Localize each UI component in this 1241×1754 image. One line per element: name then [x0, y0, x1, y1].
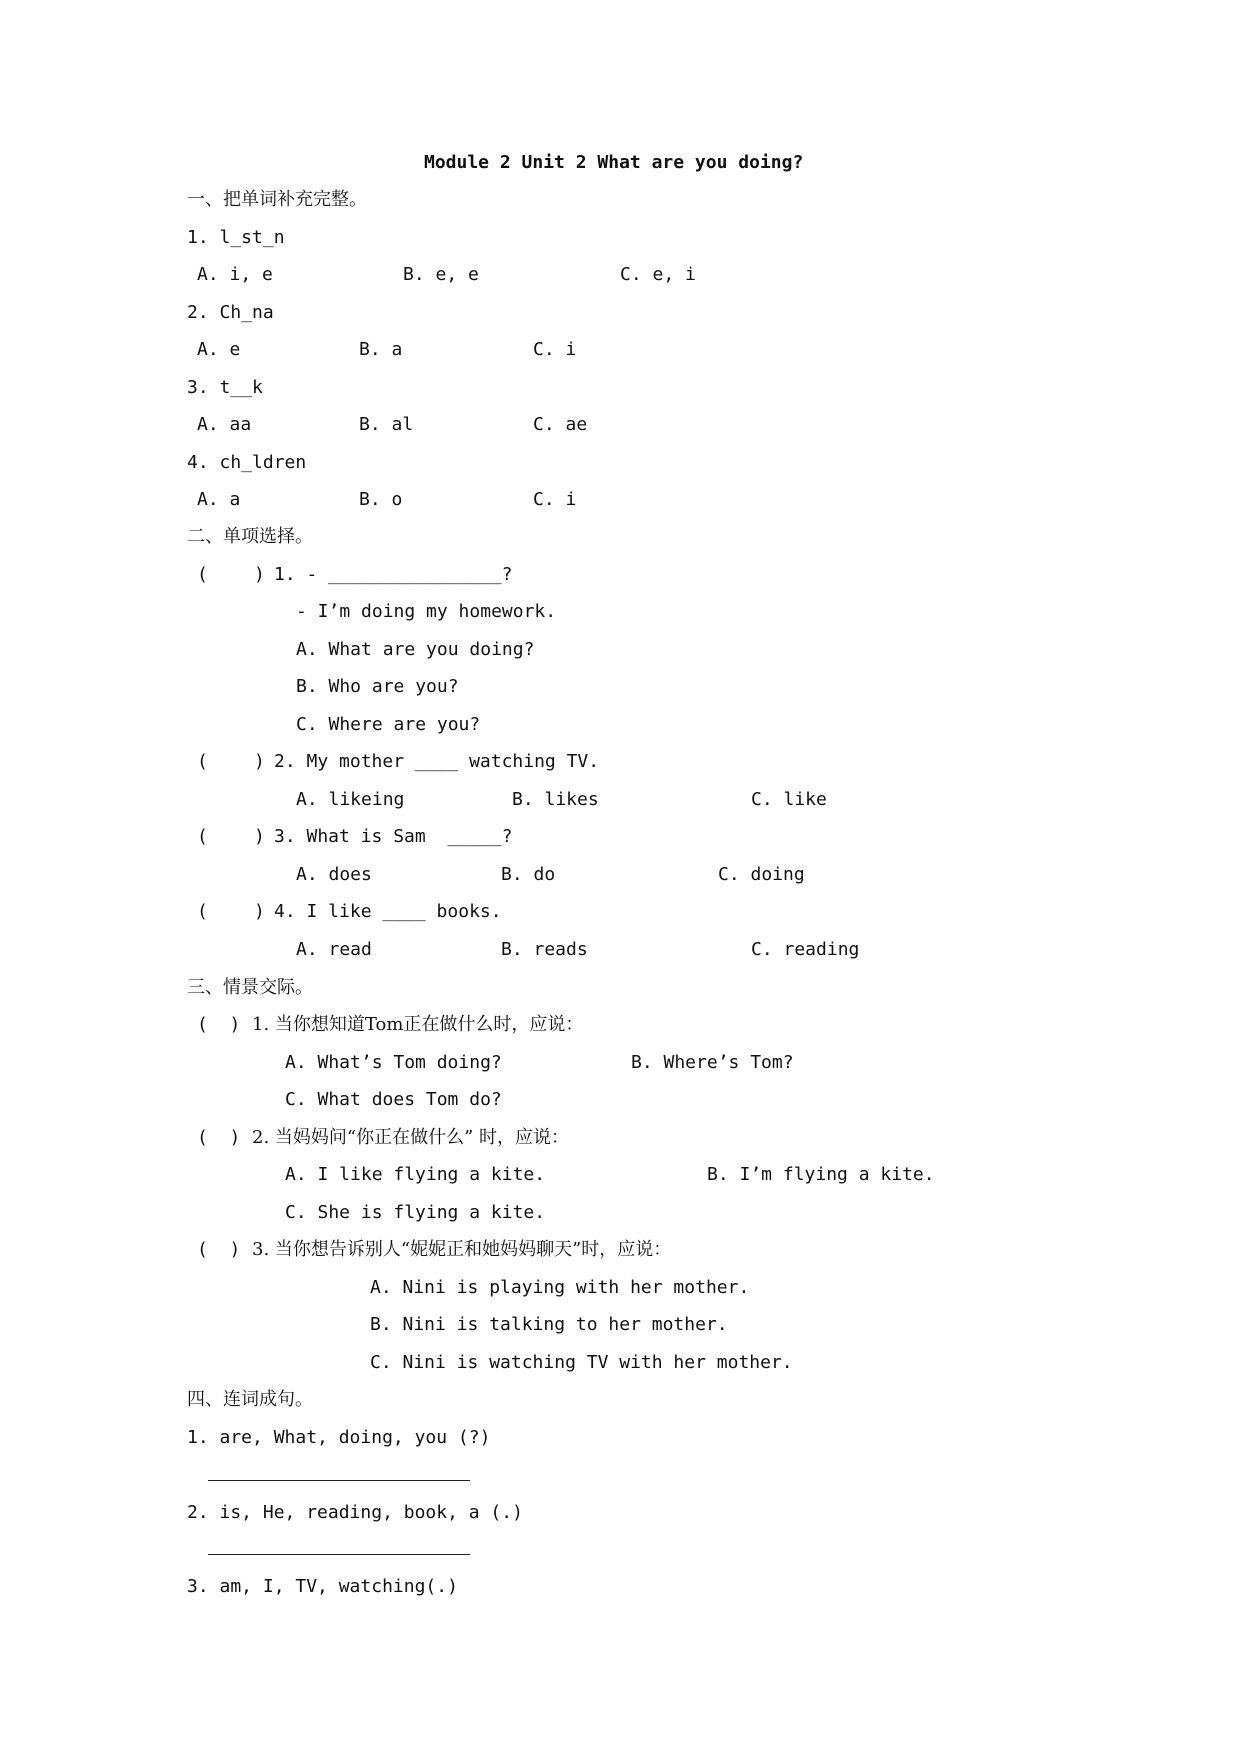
s3-q3-option-a: A. Nini is playing with her mother. [370, 1277, 750, 1298]
s2-q1-paren: ( [197, 564, 208, 585]
s1-q4-option-a: A. a [197, 489, 241, 510]
s4-item-3: 3. am, I, TV, watching(.) [187, 1576, 458, 1597]
s2-q4-option-b: B. reads [501, 939, 588, 960]
s1-q1-option-a: A. i, e [197, 264, 273, 285]
s1-q2-option-c: C. i [533, 339, 577, 360]
s4-item-1: 1. are, What, doing, you (?) [187, 1427, 491, 1448]
s4-answer-line-1 [208, 1480, 470, 1481]
s2-q3-close: ) [254, 826, 265, 847]
s4-answer-line-2 [208, 1554, 470, 1555]
s2-q1-option-c: C. Where are you? [296, 714, 481, 735]
section3-heading: 三、情景交际。 [187, 977, 313, 998]
s1-q1-option-b: B. e, e [403, 264, 479, 285]
s1-q1-option-c: C. e, i [620, 264, 696, 285]
s2-q4-option-c: C. reading [751, 939, 860, 960]
s1-q2-option-b: B. a [359, 339, 403, 360]
s2-q4-option-a: A. read [296, 939, 372, 960]
s3-q1-option-a: A. What’s Tom doing? [285, 1052, 502, 1073]
s2-q2-paren: ( [197, 751, 208, 772]
s2-q1-stem: 1. - ________________? [274, 564, 513, 585]
s2-q2-close: ) [254, 751, 265, 772]
s3-q3-option-c: C. Nini is watching TV with her mother. [370, 1352, 793, 1373]
section4-heading: 四、连词成句。 [187, 1389, 313, 1410]
page-title: Module 2 Unit 2 What are you doing? [424, 152, 804, 173]
s2-q2-option-c: C. like [751, 789, 827, 810]
s1-q3-option-c: C. ae [533, 414, 588, 435]
s1-q2-option-a: A. e [197, 339, 241, 360]
s1-q4-option-c: C. i [533, 489, 577, 510]
s3-q1-paren: ( ) [197, 1014, 241, 1035]
s2-q4-close: ) [254, 901, 265, 922]
s2-q3-option-c: C. doing [718, 864, 805, 885]
s2-q1-close: ) [254, 564, 265, 585]
s1-q1-stem: 1. l_st_n [187, 227, 285, 248]
s3-q2-option-c: C. She is flying a kite. [285, 1202, 546, 1223]
s3-q3-option-b: B. Nini is talking to her mother. [370, 1314, 728, 1335]
s1-q3-option-a: A. aa [197, 414, 252, 435]
s1-q3-stem: 3. t__k [187, 377, 263, 398]
s1-q4-option-b: B. o [359, 489, 403, 510]
s2-q1-answer-line: - I’m doing my homework. [296, 601, 557, 622]
s2-q3-option-a: A. does [296, 864, 372, 885]
s2-q1-option-b: B. Who are you? [296, 676, 459, 697]
s3-q2-option-a: A. I like flying a kite. [285, 1164, 546, 1185]
s2-q2-option-a: A. likeing [296, 789, 405, 810]
s2-q3-stem: 3. What is Sam _____? [274, 826, 513, 847]
section1-heading: 一、把单词补充完整。 [187, 189, 367, 210]
s3-q2-option-b: B. I’m flying a kite. [707, 1164, 935, 1185]
s1-q2-stem: 2. Ch_na [187, 302, 274, 323]
s2-q1-option-a: A. What are you doing? [296, 639, 535, 660]
s2-q3-paren: ( [197, 826, 208, 847]
s2-q3-option-b: B. do [501, 864, 556, 885]
s3-q1-stem: 1. 当你想知道Tom正在做什么时，应说： [252, 1014, 584, 1035]
s3-q1-option-c: C. What does Tom do? [285, 1089, 502, 1110]
s3-q2-stem: 2. 当妈妈问“你正在做什么” 时，应说： [252, 1127, 570, 1148]
s2-q2-option-b: B. likes [512, 789, 599, 810]
s3-q3-paren: ( ) [197, 1239, 241, 1260]
s3-q3-stem: 3. 当你想告诉别人“妮妮正和她妈妈聊天”时，应说： [252, 1239, 672, 1260]
s2-q2-stem: 2. My mother ____ watching TV. [274, 751, 600, 772]
s1-q3-option-b: B. al [359, 414, 414, 435]
section2-heading: 二、单项选择。 [187, 526, 313, 547]
s2-q4-stem: 4. I like ____ books. [274, 901, 502, 922]
s3-q2-paren: ( ) [197, 1127, 241, 1148]
s2-q4-paren: ( [197, 901, 208, 922]
s1-q4-stem: 4. ch_ldren [187, 452, 307, 473]
s3-q1-option-b: B. Where’s Tom? [631, 1052, 794, 1073]
s4-item-2: 2. is, He, reading, book, a (.) [187, 1502, 523, 1523]
